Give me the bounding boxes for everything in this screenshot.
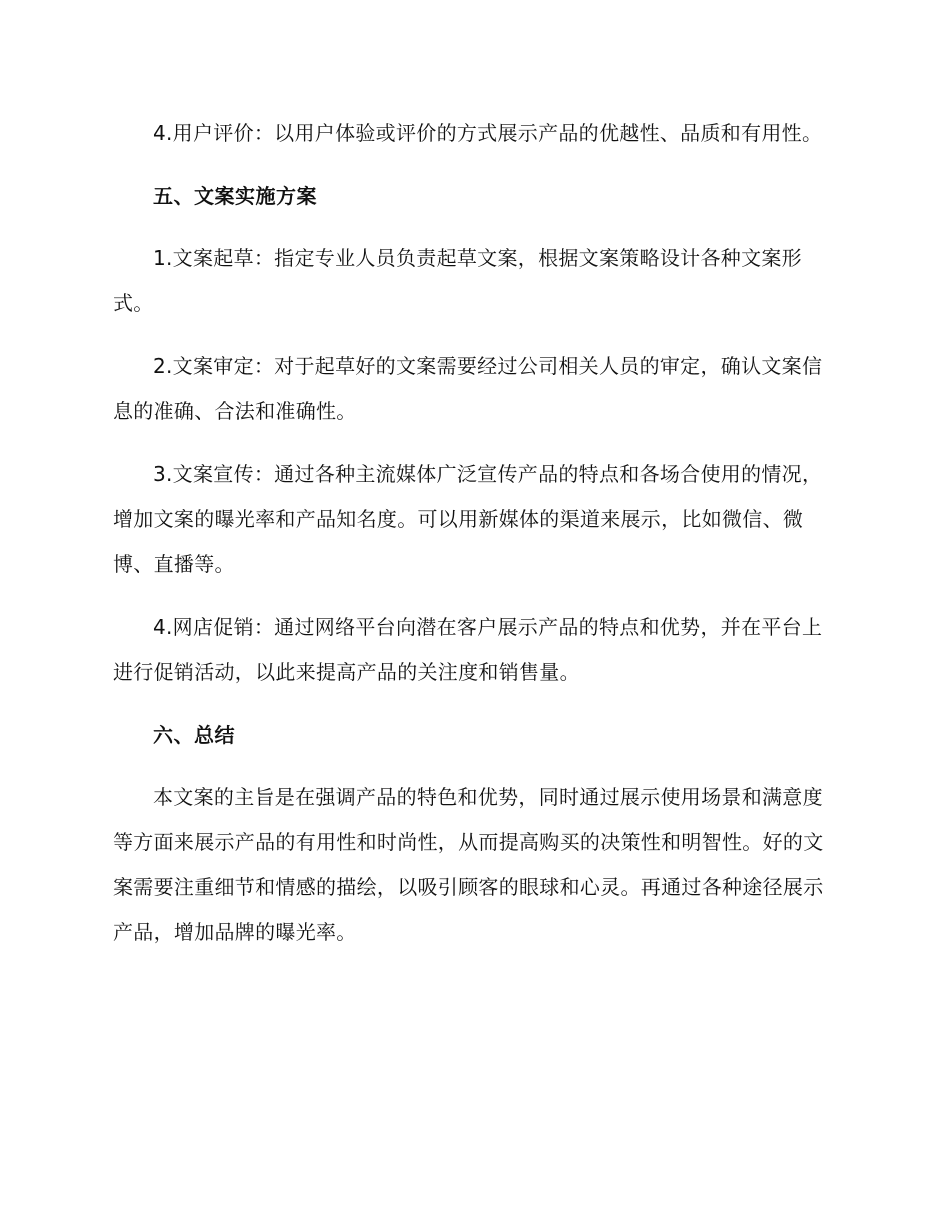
section-heading-implementation-plan: 五、文案实施方案 [153, 184, 317, 208]
document-body [113, 111, 835, 973]
paragraph-user-reviews: 4.用户评价：以用户体验或评价的方式展示产品的优越性、品质和有用性。 [153, 121, 823, 145]
paragraph-summary: 本文案的主旨是在强调产品的特色和优势，同时通过展示使用场景和满意度等方面来展示产品的有用性和时尚性，从而提高购买的决策性和明智性。好的文案需要注重细节和情感的描绘，以吸引顾客的眼球和心灵。再通过各种途径展示产品，增加品牌的曝光率。 [113, 785, 824, 944]
section-heading-summary: 六、总结 [153, 723, 235, 747]
paragraph-online-store-sales: 4.网店促销：通过网络平台向潜在客户展示产品的特点和优势，并在平台上进行促销活动，以此来提高产品的关注度和销售量。 [113, 615, 823, 684]
paragraph-copy-drafting: 1.文案起草：指定专业人员负责起草文案，根据文案策略设计各种文案形式。 [113, 246, 802, 315]
paragraph-copy-review: 2.文案审定：对于起草好的文案需要经过公司相关人员的审定，确认文案信息的准确、合法和准确性。 [113, 354, 823, 423]
paragraph-copy-promotion: 3.文案宣传：通过各种主流媒体广泛宣传产品的特点和各场合使用的情况，增加文案的曝光率和产品知名度。可以用新媒体的渠道来展示，比如微信、微博、直播等。 [113, 462, 823, 576]
